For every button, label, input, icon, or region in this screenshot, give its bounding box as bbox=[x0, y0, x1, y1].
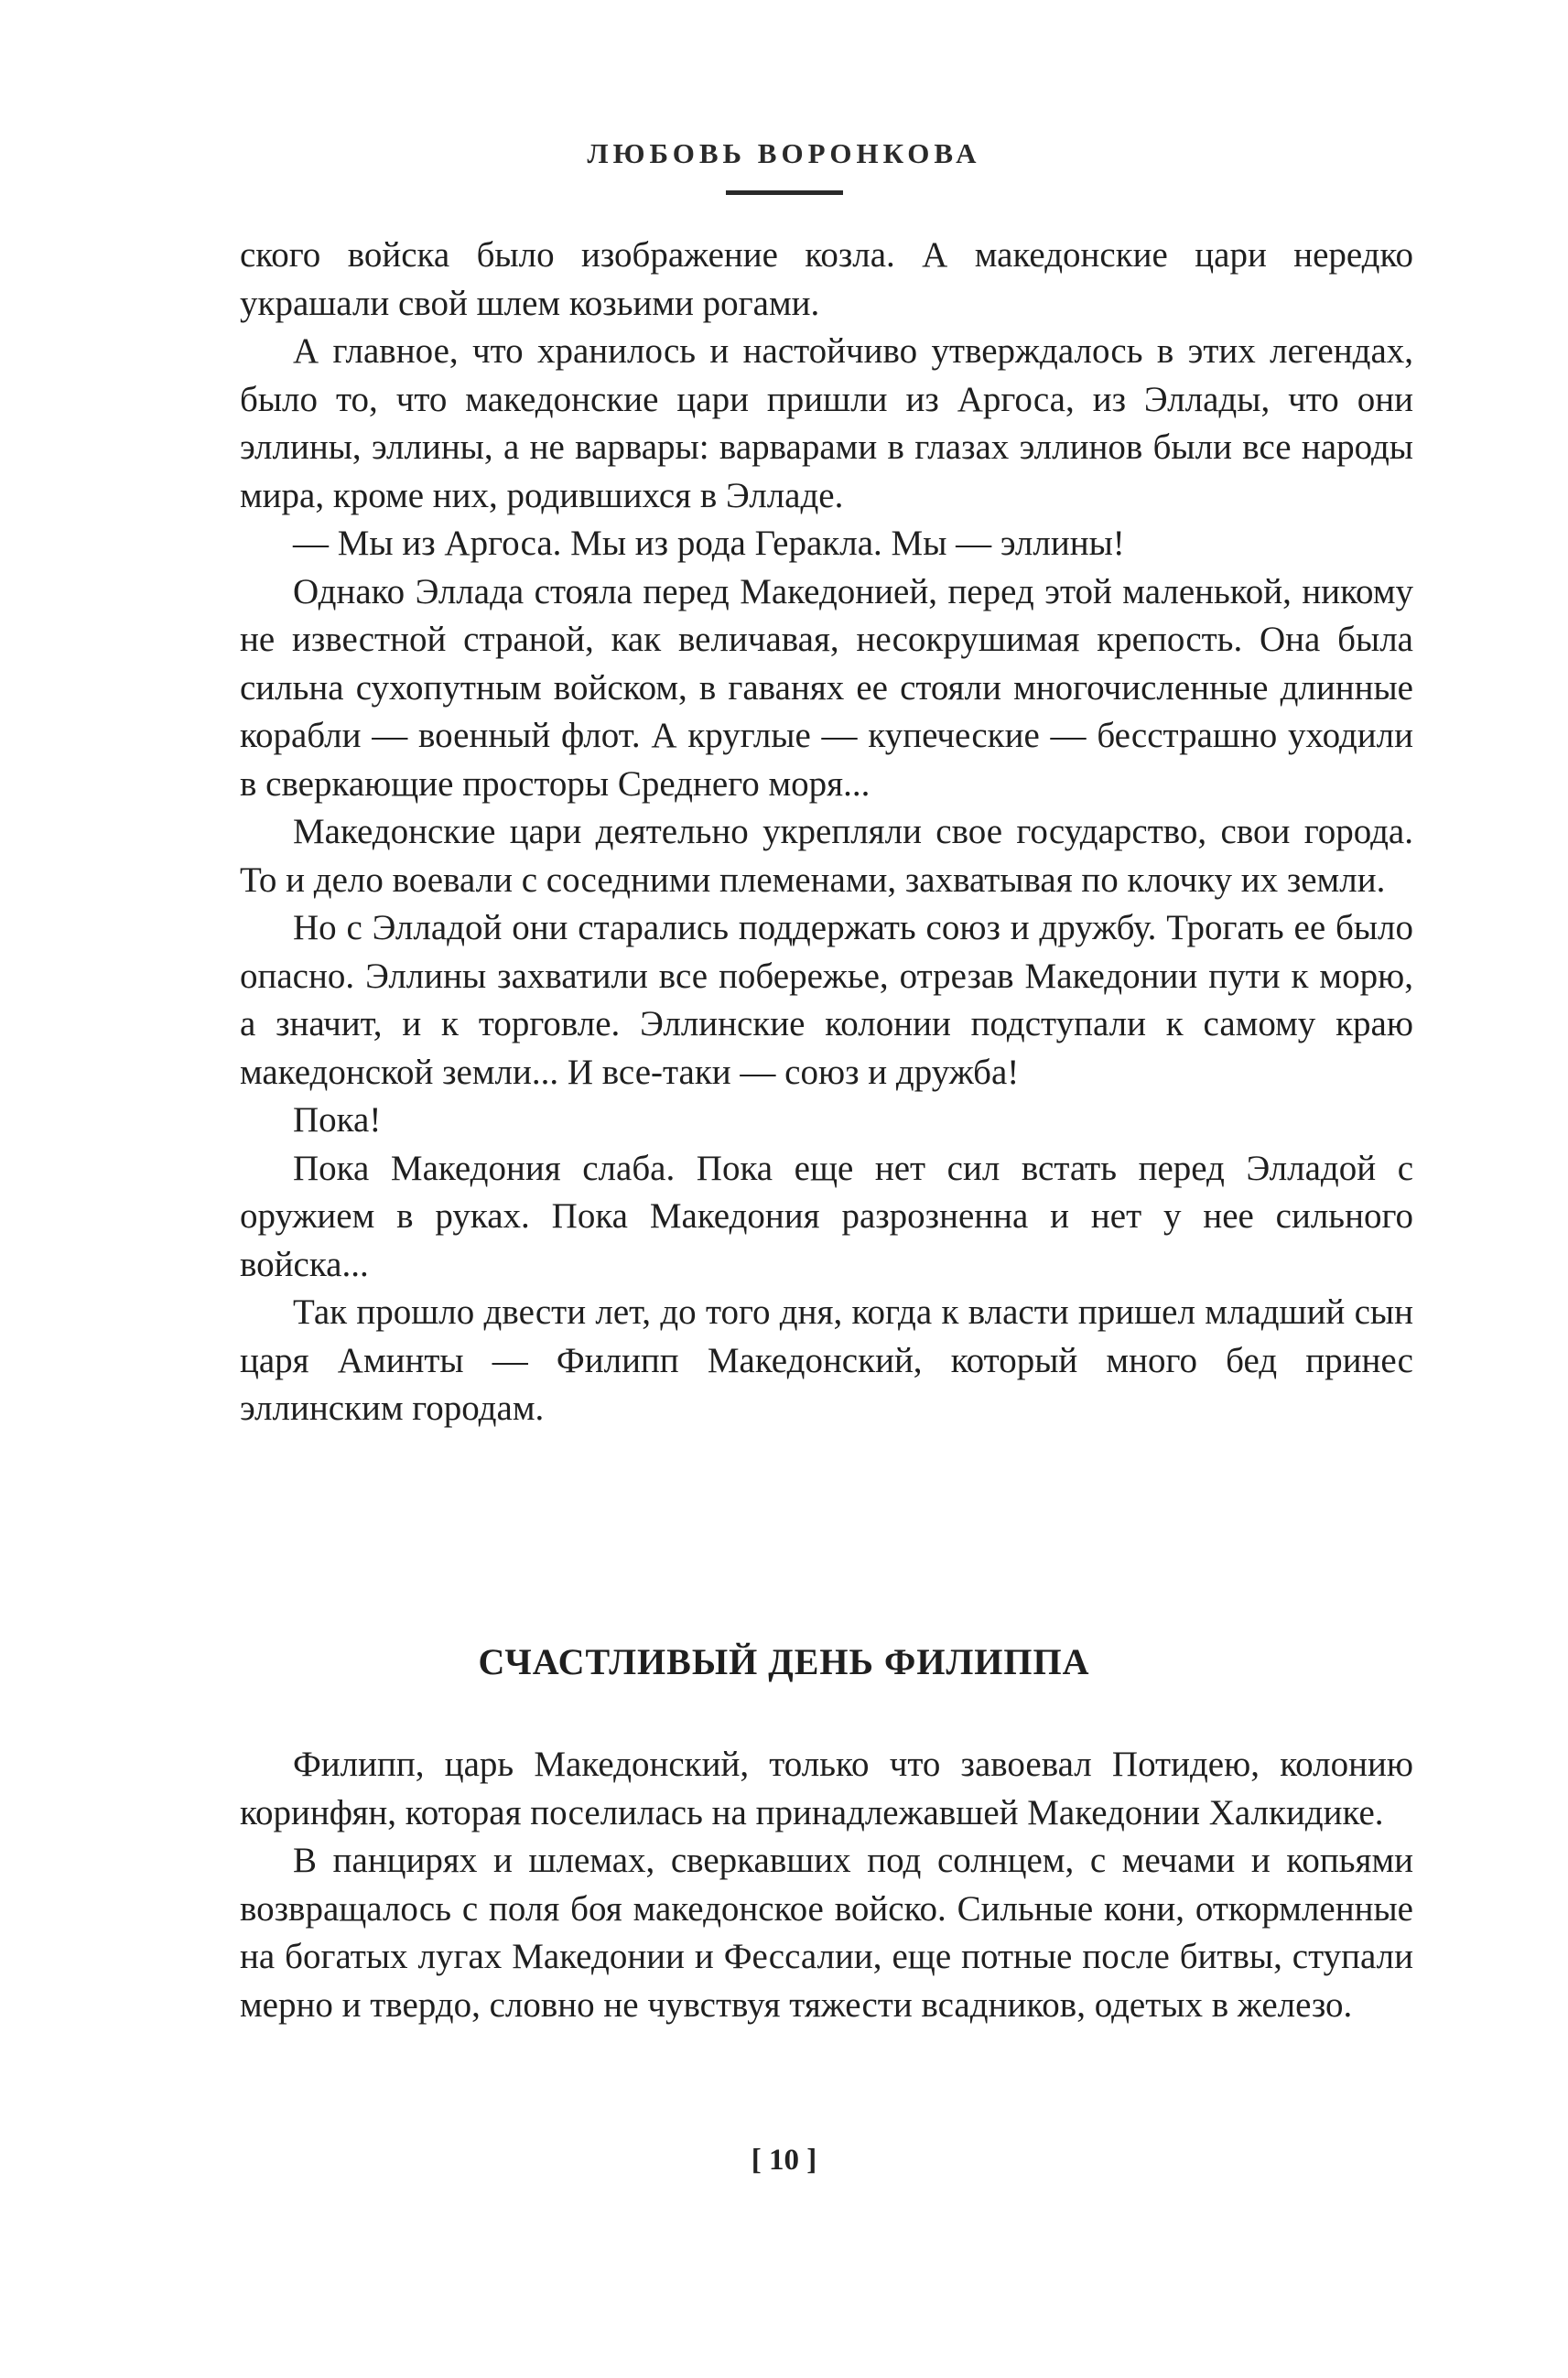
paragraph: Но с Элладой они старались поддержать союз и дружбу. Трогать ее было опасно. Эллины захватили все побережье, отрезав Македонии пути к морю, а значит, и к торговле. Эллинские колонии подступали к самому краю македонской земли... И все-таки — союз и дружба! bbox=[240, 908, 1413, 1092]
page-number: [ 10 ] bbox=[751, 2144, 817, 2177]
running-head: ЛЮБОВЬ ВОРОНКОВА bbox=[587, 137, 981, 169]
body-text-top bbox=[240, 232, 1413, 1433]
paragraph: А главное, что хранилось и настойчиво утверждалось в этих легендах, было то, что македонские цари пришли из Аргоса, из Эллады, что они эллины, эллины, а не варвары: варварами в глазах эллинов были все народы мира, кроме них, родившихся в Элладе. bbox=[240, 331, 1413, 515]
paragraph: Однако Эллада стояла перед Македонией, перед этой маленькой, никому не известной страной, как величавая, несокрушимая крепость. Она была сильна сухопутным войском, в гаванях ее стояли многочисленные длинные корабли — военный флот. А круглые — купеческие — бесстрашно уходили в сверкающие просторы Среднего моря... bbox=[240, 571, 1413, 804]
dialogue-line: — Мы из Аргоса. Мы из рода Геракла. Мы — эллины! bbox=[293, 524, 1125, 563]
paragraph: Пока! bbox=[293, 1100, 382, 1140]
chapter-title: СЧАСТЛИВЫЙ ДЕНЬ ФИЛИППА bbox=[478, 1641, 1090, 1682]
paragraph: В панцирях и шлемах, сверкавших под солнцем, с мечами и копьями возвращалось с поля боя македонское войско. Сильные кони, откормленные на богатых лугах Македонии и Фессалии, еще потные после битвы, ступали мерно и твердо, словно не чувствуя тяжести всадников, одетых в железо. bbox=[240, 1841, 1413, 2025]
paragraph: Пока Македония слаба. Пока еще нет сил встать перед Элладой с оружием в руках. Пока Македония разрозненна и нет у нее сильного войска... bbox=[240, 1148, 1413, 1284]
running-head-rule bbox=[726, 190, 843, 195]
body-text-chapter bbox=[240, 1741, 1413, 2029]
paragraph: ского войска было изображение козла. А македонские цари нередко украшали свой шлем козьими рогами. bbox=[240, 235, 1413, 323]
paragraph: Филипп, царь Македонский, только что завоевал Потидею, колонию коринфян, которая поселилась на принадлежавшей Македонии Халкидике. bbox=[240, 1745, 1413, 1832]
paragraph: Македонские цари деятельно укрепляли свое государство, свои города. То и дело воевали с соседними племенами, захватывая по клочку их земли. bbox=[240, 812, 1413, 900]
paragraph: Так прошло двести лет, до того дня, когда к власти пришел младший сын царя Аминты — Филипп Македонский, который много бед принес эллинским городам. bbox=[240, 1292, 1413, 1428]
